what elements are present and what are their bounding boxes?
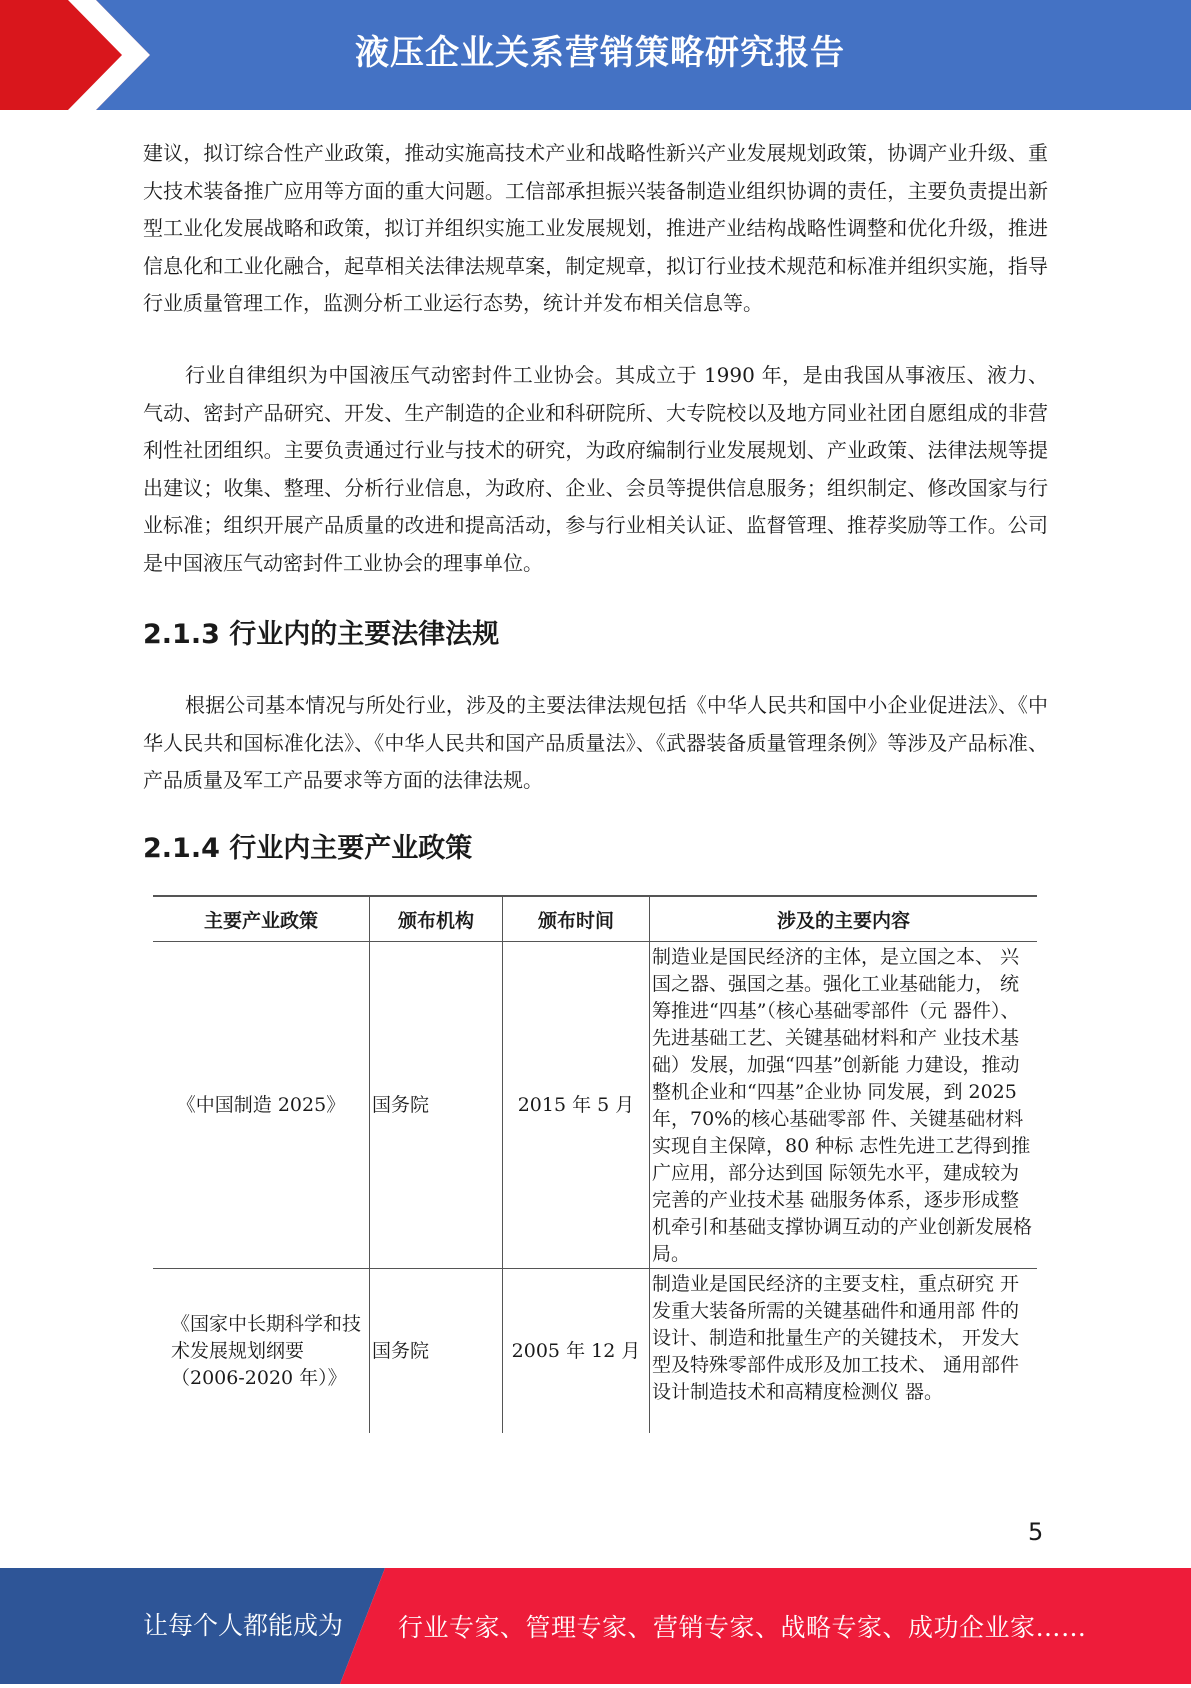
footer-slogan-left: 让每个人都能成为	[143, 1611, 344, 1640]
table-row	[153, 942, 1037, 1269]
footer-banner	[0, 1568, 1191, 1684]
policy-name-cell: 《中国制造 2025》	[153, 942, 370, 1269]
date-cell: 2015 年 5 月	[503, 942, 650, 1269]
table-row	[153, 1269, 1037, 1434]
policy-table	[153, 895, 1037, 1433]
policy-name-cell: 《国家中长期科学和技术发展规划纲要（2006-2020 年）》	[171, 1312, 362, 1389]
date-cell: 2005 年 12 月	[503, 1269, 650, 1434]
table-header-row	[153, 896, 1037, 942]
body-paragraph-3: 根据公司基本情况与所处行业，涉及的主要法律法规包括《中华人民共和国中小企业促进法》、《中华人民共和国标准化法》、《中华人民共和国产品质量法》、《武器装备质量管理条例》等涉及产品标准、产品质量及军工产品要求等方面的法律法规。	[143, 693, 1048, 792]
org-cell: 国务院	[370, 1269, 503, 1434]
page-number: 5	[1028, 1518, 1044, 1546]
content-cell: 制造业是国民经济的主体，是立国之本、 兴国之器、强国之基。强化工业基础能力， 统筹推进“四基”（核心基础零部件（元 器件）、先进基础工艺、关键基础材料和产 业技术基础）发展，加强“四基”创新能 力建设，推动整机企业和“四基”企业协 同发展，到 2025 年，70%的核心基础零部 件、关键基础材料实现自主保障，80 种标 志性先进工艺得到推广应用，部分达到国 际领先水平，建成较为完善的产业技术基 础服务体系，逐步形成整机牵引和基础支撑协调互动的产业创新发展格局。	[650, 942, 1038, 1269]
footer-slogan-right: 行业专家、管理专家、营销专家、战略专家、成功企业家……	[398, 1613, 1087, 1642]
org-cell: 国务院	[370, 942, 503, 1269]
body-paragraph-1: 建议，拟订综合性产业政策，推动实施高技术产业和战略性新兴产业发展规划政策，协调产业升级、重大技术装备推广应用等方面的重大问题。工信部承担振兴装备制造业组织协调的责任，主要负责提出新型工业化发展战略和政策，拟订并组织实施工业发展规划，推进产业结构战略性调整和优化升级，推进信息化和工业化融合，起草相关法律法规草案，制定规章，拟订行业技术规范和标准并组织实施，指导行业质量管理工作，监测分析工业运行态势，统计并发布相关信息等。	[143, 141, 1048, 315]
section-heading-2-1-4: 2.1.4 行业内主要产业政策	[143, 833, 473, 864]
body-paragraph-2: 行业自律组织为中国液压气动密封件工业协会。其成立于 1990 年，是由我国从事液压、液力、气动、密封产品研究、开发、生产制造的企业和科研院所、大专院校以及地方同业社团自愿组成的非营利性社团组织。主要负责通过行业与技术的研究，为政府编制行业发展规划、产业政策、法律法规等提出建议；收集、整理、分析行业信息，为政府、企业、会员等提供信息服务；组织制定、修改国家与行业标准；组织开展产品质量的改进和提高活动，参与行业相关认证、监督管理、推荐奖励等工作。公司是中国液压气动密封件工业协会的理事单位。	[143, 363, 1048, 575]
column-header-policy: 主要产业政策	[153, 896, 370, 942]
section-heading-2-1-3: 2.1.3 行业内的主要法律法规	[143, 619, 500, 650]
document-title: 液压企业关系营销策略研究报告	[355, 33, 845, 73]
column-header-org: 颁布机构	[370, 896, 503, 942]
content-cell: 制造业是国民经济的主要支柱，重点研究 开发重大装备所需的关键基础件和通用部 件的设计、制造和批量生产的关键技术， 开发大型及特殊零部件成形及加工技术、 通用部件设计制造技术和高精度检测仪 器。	[650, 1269, 1038, 1434]
header-banner	[0, 0, 1191, 110]
column-header-date: 颁布时间	[503, 896, 650, 942]
column-header-content: 涉及的主要内容	[650, 896, 1038, 942]
